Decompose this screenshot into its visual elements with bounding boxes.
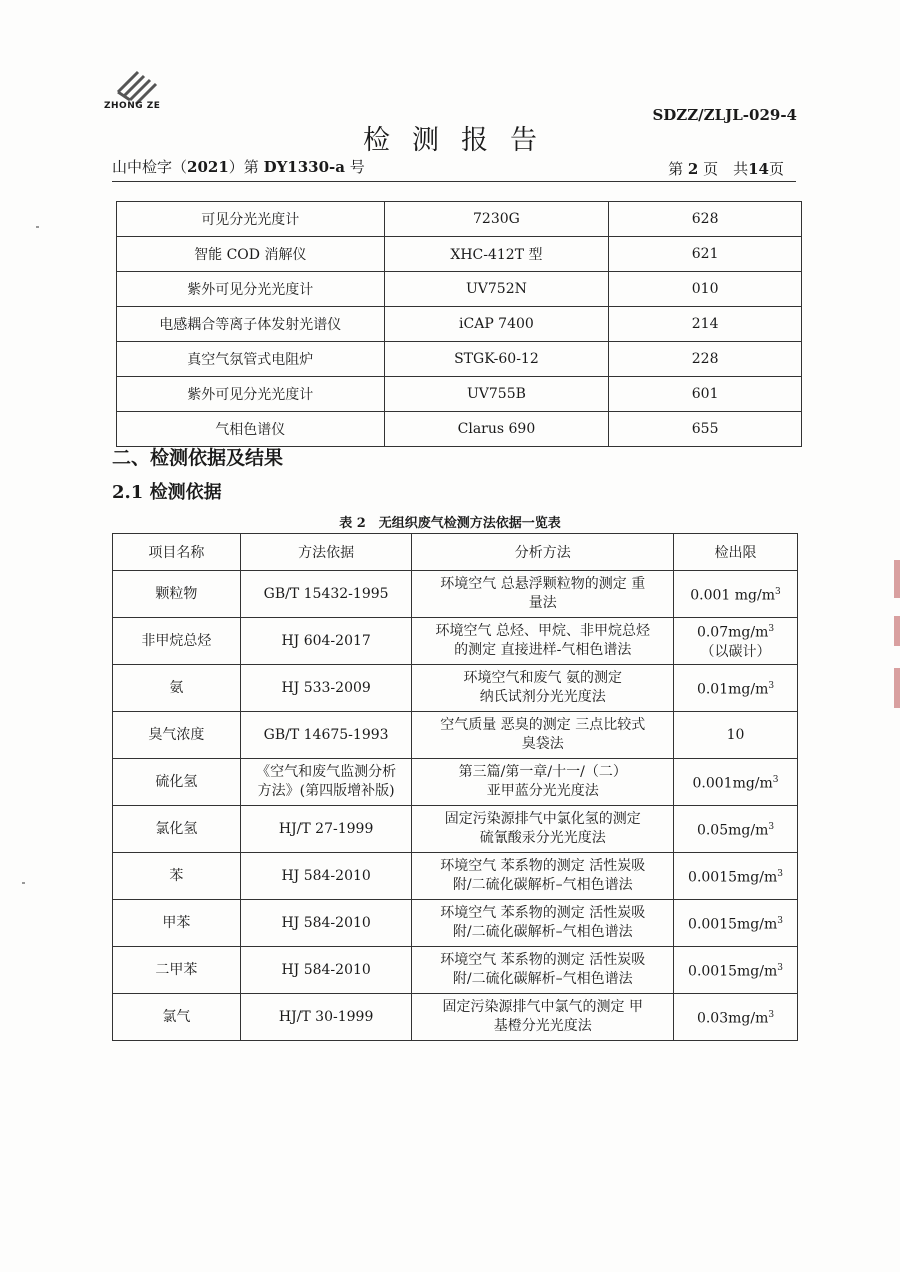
analysis-method-cell (412, 618, 674, 665)
method-line: 亚甲蓝分光光度法 (486, 783, 599, 799)
item-name-cell: 颗粒物 (113, 571, 241, 618)
scan-speck (36, 226, 39, 228)
item-name-cell: 氨 (113, 665, 241, 712)
equipment-model-cell: iCAP 7400 (384, 307, 609, 342)
item-name-cell: 苯 (113, 853, 241, 900)
method-line: 附/二硫化碳解析–气相色谱法 (452, 924, 633, 940)
table-row (117, 342, 802, 377)
equipment-name-cell: 紫外可见分光光度计 (117, 377, 385, 412)
section-heading: 二、检测依据及结果 (112, 447, 284, 469)
limit-line: $0.01mg/m^3$ (696, 680, 775, 698)
limit-note: （以碳计） (700, 643, 771, 660)
limit-superscript: 3 (768, 1009, 775, 1020)
equipment-model-cell: UV752N (384, 272, 609, 307)
method-line: 空气质量 恶臭的测定 三点比较式 (440, 717, 646, 733)
method-line: 附/二硫化碳解析–气相色谱法 (452, 971, 633, 987)
table-row (117, 272, 802, 307)
detection-limit-cell (674, 712, 798, 759)
equipment-number-cell: 010 (609, 272, 802, 307)
limit-superscript: 3 (768, 624, 775, 635)
method-basis-cell: HJ/T 30-1999 (240, 994, 412, 1041)
limit-line: $0.03mg/m^3$ (696, 1009, 775, 1027)
limit-line: 10 (726, 726, 745, 743)
report-number: 山中检字（2021）第 DY1330-a 号 (112, 158, 365, 176)
detection-limit-cell (674, 900, 798, 947)
method-line: 臭袋法 (521, 736, 564, 752)
method-basis-cell: HJ 604-2017 (240, 618, 412, 665)
table-row (113, 571, 798, 618)
item-name-cell: 甲苯 (113, 900, 241, 947)
equipment-number-cell: 655 (609, 412, 802, 447)
detection-limit-cell (674, 994, 798, 1041)
limit-superscript: 3 (768, 680, 775, 691)
method-line: 基橙分光光度法 (493, 1018, 592, 1034)
equipment-name-cell: 紫外可见分光光度计 (117, 272, 385, 307)
column-header: 项目名称 (113, 534, 241, 571)
analysis-method-cell (412, 900, 674, 947)
method-line: 环境空气 苯系物的测定 活性炭吸 (440, 952, 646, 968)
detection-limit-cell (674, 806, 798, 853)
limit-line: $0.0015mg/m^3$ (688, 868, 783, 886)
method-basis-cell: HJ 584-2010 (240, 947, 412, 994)
method-line: 纳氏试剂分光光度法 (479, 689, 606, 705)
equipment-model-cell: 7230G (384, 202, 609, 237)
item-name-cell: 臭气浓度 (113, 712, 241, 759)
table-caption: 表 2 无组织废气检测方法依据一览表 (339, 516, 561, 531)
table-row (113, 712, 798, 759)
page-title: 检测报告 (363, 125, 559, 156)
method-line: 附/二硫化碳解析–气相色谱法 (452, 877, 633, 893)
basis-line: 方法》(第四版增补版) (257, 783, 395, 799)
method-line: 固定污染源排气中氯化氢的测定 (444, 811, 641, 827)
method-line: 环境空气 总烃、甲烷、非甲烷总烃 (435, 623, 650, 639)
method-line: 量法 (528, 595, 557, 611)
page-number: 第 2 页 共14页 (668, 160, 784, 178)
detection-limit-cell (674, 618, 798, 665)
stamp-edge (894, 560, 900, 598)
equipment-name-cell: 电感耦合等离子体发射光谱仪 (117, 307, 385, 342)
method-basis-cell: HJ 533-2009 (240, 665, 412, 712)
table-row (117, 377, 802, 412)
detection-limit-cell (674, 759, 798, 806)
table-row (113, 900, 798, 947)
item-name-cell: 氯化氢 (113, 806, 241, 853)
limit-superscript: 3 (777, 915, 783, 926)
equipment-number-cell: 228 (609, 342, 802, 377)
method-line: 环境空气 苯系物的测定 活性炭吸 (440, 905, 646, 921)
method-line: 环境空气 总悬浮颗粒物的测定 重 (440, 576, 646, 592)
equipment-number-cell: 214 (609, 307, 802, 342)
equipment-model-cell: Clarus 690 (384, 412, 609, 447)
limit-superscript: 3 (772, 774, 779, 785)
stamp-edge (894, 668, 900, 708)
equipment-number-cell: 621 (609, 237, 802, 272)
equipment-table (116, 201, 802, 447)
equipment-name-cell: 可见分光光度计 (117, 202, 385, 237)
equipment-model-cell: XHC-412T 型 (384, 237, 609, 272)
table-row (113, 994, 798, 1041)
method-line: 环境空气 苯系物的测定 活性炭吸 (440, 858, 646, 874)
analysis-method-cell (412, 712, 674, 759)
analysis-method-cell (412, 806, 674, 853)
table-row (113, 665, 798, 712)
table-row (113, 947, 798, 994)
equipment-number-cell: 601 (609, 377, 802, 412)
analysis-method-cell (412, 571, 674, 618)
analysis-method-cell (412, 853, 674, 900)
limit-superscript: 3 (777, 962, 783, 973)
analysis-method-cell (412, 759, 674, 806)
column-header: 方法依据 (240, 534, 412, 571)
limit-superscript: 3 (775, 586, 781, 597)
method-line: 固定污染源排气中氯气的测定 甲 (442, 999, 643, 1015)
table-row (113, 759, 798, 806)
method-line: 环境空气和废气 氨的测定 (463, 670, 622, 686)
equipment-number-cell: 628 (609, 202, 802, 237)
equipment-name-cell: 真空气氛管式电阻炉 (117, 342, 385, 377)
table-row (117, 202, 802, 237)
method-basis-cell: GB/T 14675-1993 (240, 712, 412, 759)
table-row (113, 618, 798, 665)
limit-line: $0.05mg/m^3$ (696, 821, 775, 839)
item-name-cell: 二甲苯 (113, 947, 241, 994)
stamp-edge (894, 616, 900, 646)
equipment-model-cell: STGK-60-12 (384, 342, 609, 377)
table-row (117, 237, 802, 272)
table-header-row (113, 534, 798, 571)
item-name-cell: 非甲烷总烃 (113, 618, 241, 665)
limit-line: $0.0015mg/m^3$ (688, 915, 783, 933)
equipment-name-cell: 智能 COD 消解仪 (117, 237, 385, 272)
table-row (113, 853, 798, 900)
method-basis-cell (240, 759, 412, 806)
equipment-name-cell: 气相色谱仪 (117, 412, 385, 447)
analysis-method-cell (412, 994, 674, 1041)
limit-line: $0.07mg/m^3$ (696, 624, 775, 641)
method-basis-cell: HJ/T 27-1999 (240, 806, 412, 853)
limit-line: $0.001mg/m^3$ (692, 774, 779, 792)
table-row (113, 806, 798, 853)
method-line: 第三篇/第一章/十一/（二） (458, 764, 627, 780)
method-line: 的测定 直接进样-气相色谱法 (454, 642, 632, 658)
column-header: 分析方法 (412, 534, 674, 571)
detection-limit-cell (674, 665, 798, 712)
method-basis-cell: HJ 584-2010 (240, 853, 412, 900)
detection-limit-cell (674, 571, 798, 618)
item-name-cell: 硫化氢 (113, 759, 241, 806)
limit-line: 0.001 $mg/m^3$ (690, 586, 781, 604)
item-name-cell: 氯气 (113, 994, 241, 1041)
limit-superscript: 3 (777, 868, 783, 879)
header-divider (112, 181, 796, 182)
method-basis-cell: GB/T 15432-1995 (240, 571, 412, 618)
column-header: 检出限 (674, 534, 798, 571)
analysis-method-cell (412, 665, 674, 712)
detection-limit-cell (674, 947, 798, 994)
equipment-model-cell: UV755B (384, 377, 609, 412)
table-row (117, 412, 802, 447)
detection-limit-cell (674, 853, 798, 900)
limit-superscript: 3 (768, 821, 775, 832)
section-subheading: 2.1 检测依据 (112, 482, 222, 503)
basis-line: 《空气和废气监测分析 (256, 764, 397, 780)
analysis-method-cell (412, 947, 674, 994)
scan-speck (22, 882, 25, 884)
document-code: SDZZ/ZLJL-029-4 (652, 106, 797, 124)
table-row (117, 307, 802, 342)
method-line: 硫氰酸汞分光光度法 (479, 830, 606, 846)
method-basis-cell: HJ 584-2010 (240, 900, 412, 947)
methods-table (112, 533, 798, 1041)
logo-text: ZHONG ZE (104, 101, 161, 111)
limit-line: $0.0015mg/m^3$ (688, 962, 783, 980)
